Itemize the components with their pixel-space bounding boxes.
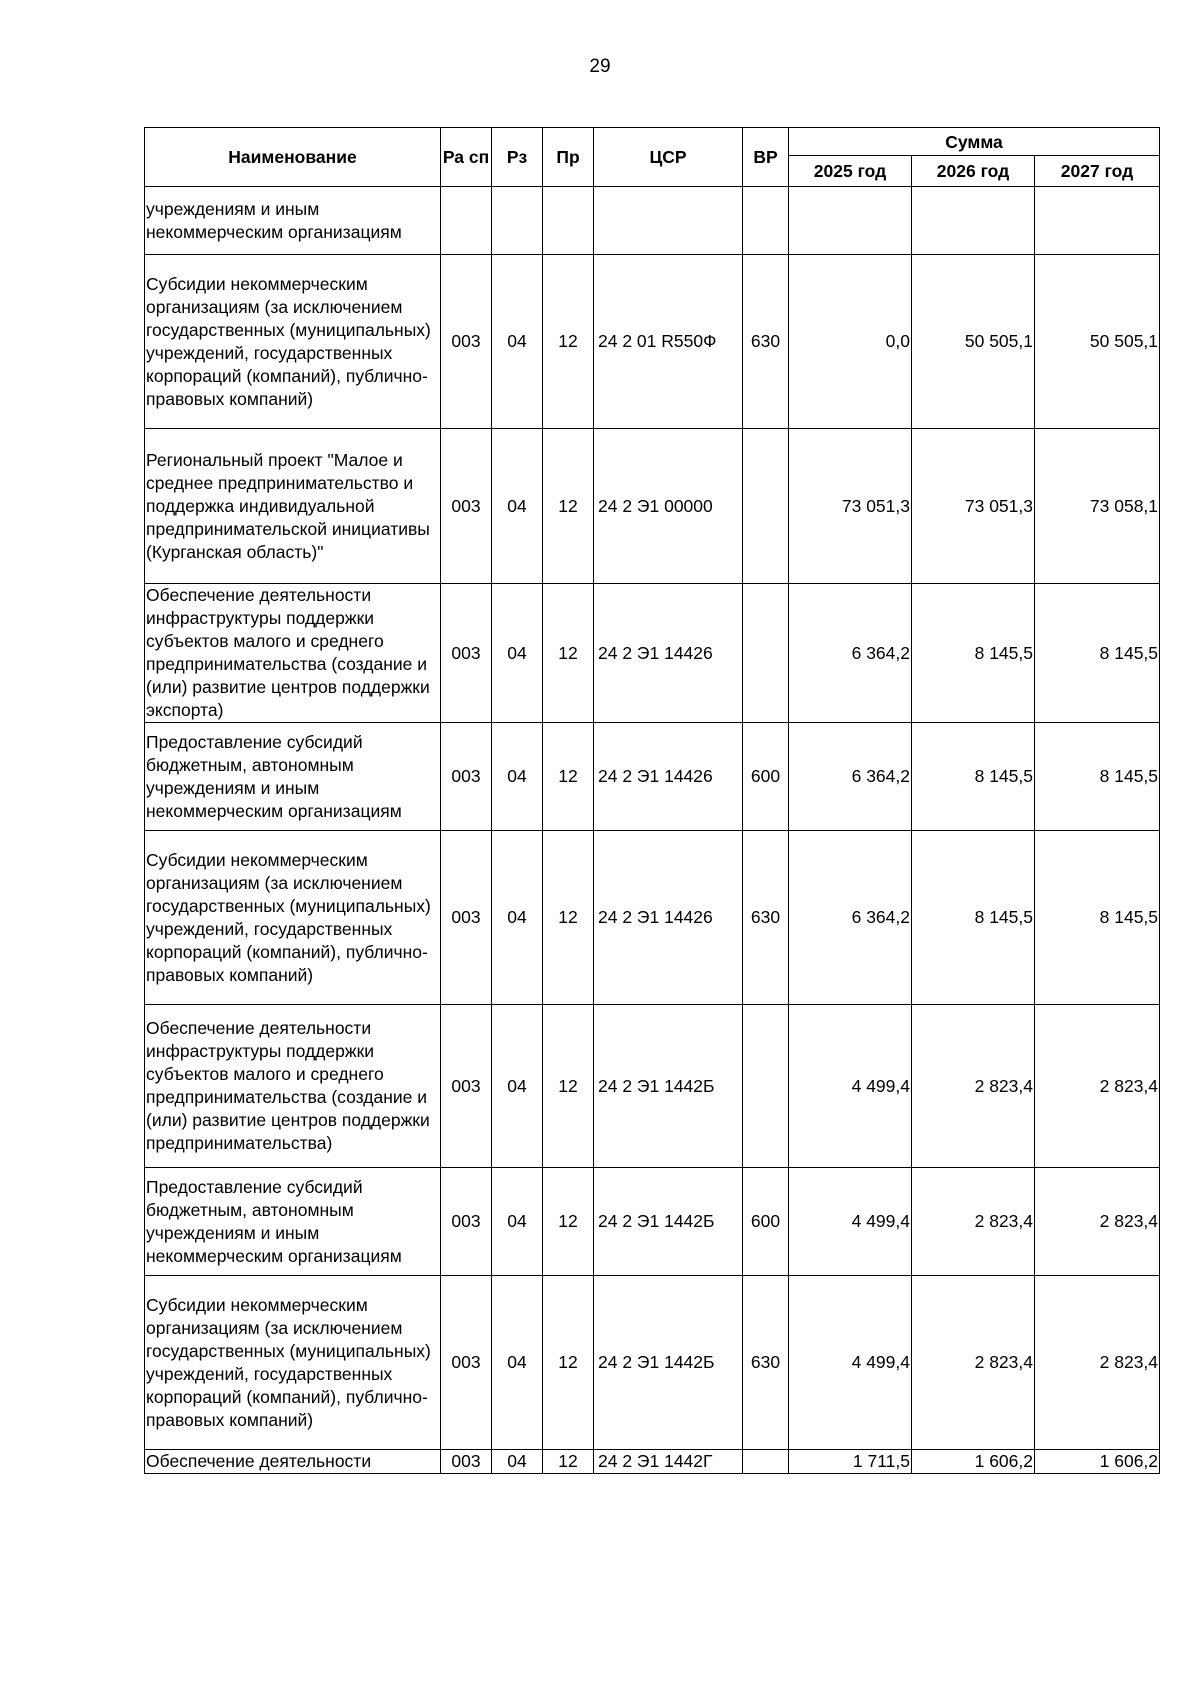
cell-pr [543,187,594,255]
header-name: Наименование [145,128,441,187]
cell-vr [743,584,789,723]
header-csr: ЦСР [594,128,743,187]
budget-table [144,127,1160,1474]
cell-y2026 [912,187,1035,255]
cell-pr: 12 [543,831,594,1005]
cell-y2027: 50 505,1 [1035,255,1160,429]
cell-y2025: 0,0 [789,255,912,429]
cell-y2026: 8 145,5 [912,584,1035,723]
cell-name: Субсидии некоммерческим организациям (за исключением государственных (муниципальных) учреждений, государственных корпораций (компаний), публично-правовых компаний) [145,831,441,1005]
header-2026: 2026 год [912,156,1035,187]
cell-pr: 12 [543,1450,594,1474]
header-vr: ВР [743,128,789,187]
cell-rasp: 003 [441,1450,492,1474]
cell-rasp: 003 [441,1005,492,1168]
cell-y2025: 4 499,4 [789,1168,912,1276]
cell-csr: 24 2 Э1 14426 [594,723,743,831]
cell-y2025: 1 711,5 [789,1450,912,1474]
cell-pr: 12 [543,255,594,429]
cell-csr: 24 2 Э1 1442Г [594,1450,743,1474]
cell-csr [594,187,743,255]
cell-pr: 12 [543,429,594,584]
cell-name: Субсидии некоммерческим организациям (за исключением государственных (муниципальных) учреждений, государственных корпораций (компаний), публично-правовых компаний) [145,1276,441,1450]
cell-rasp: 003 [441,723,492,831]
cell-rasp: 003 [441,429,492,584]
cell-y2027 [1035,187,1160,255]
cell-name: Обеспечение деятельности инфраструктуры поддержки субъектов малого и среднего предпринимательства (создание и (или) развитие центров поддержки предпринимательства) [145,1005,441,1168]
header-pr: Пр [543,128,594,187]
cell-rasp: 003 [441,255,492,429]
cell-csr: 24 2 Э1 1442Б [594,1276,743,1450]
cell-csr: 24 2 Э1 1442Б [594,1005,743,1168]
cell-y2027: 8 145,5 [1035,723,1160,831]
cell-vr [743,429,789,584]
cell-y2026: 2 823,4 [912,1168,1035,1276]
cell-y2026: 2 823,4 [912,1005,1035,1168]
table-row [145,1450,1160,1474]
table-row [145,1005,1160,1168]
cell-rz: 04 [492,429,543,584]
cell-vr: 630 [743,255,789,429]
cell-y2026: 8 145,5 [912,723,1035,831]
cell-rz: 04 [492,255,543,429]
header-2027: 2027 год [1035,156,1160,187]
page-number: 29 [589,56,611,77]
cell-rasp: 003 [441,1276,492,1450]
table-row [145,429,1160,584]
cell-y2025: 6 364,2 [789,831,912,1005]
cell-pr: 12 [543,1005,594,1168]
cell-csr: 24 2 Э1 00000 [594,429,743,584]
cell-rz: 04 [492,1276,543,1450]
table-row [145,187,1160,255]
header-sum: Сумма [789,128,1160,156]
cell-pr: 12 [543,1168,594,1276]
cell-name: Предоставление субсидий бюджетным, автономным учреждениям и иным некоммерческим организациям [145,723,441,831]
cell-y2027: 8 145,5 [1035,831,1160,1005]
header-2025: 2025 год [789,156,912,187]
cell-y2025 [789,187,912,255]
cell-rz: 04 [492,1450,543,1474]
cell-rz: 04 [492,1005,543,1168]
cell-pr: 12 [543,1276,594,1450]
cell-y2027: 2 823,4 [1035,1276,1160,1450]
cell-y2027: 73 058,1 [1035,429,1160,584]
cell-name: Предоставление субсидий бюджетным, автономным учреждениям и иным некоммерческим организациям [145,1168,441,1276]
header-rasp: Ра сп [441,128,492,187]
cell-rasp: 003 [441,584,492,723]
table-body [145,187,1160,1474]
table-header [145,128,1160,187]
cell-csr: 24 2 Э1 14426 [594,584,743,723]
cell-name: Региональный проект "Малое и среднее предпринимательство и поддержка индивидуальной предпринимательской инициативы (Курганская область)" [145,429,441,584]
header-rz: Рз [492,128,543,187]
cell-pr: 12 [543,584,594,723]
cell-y2026: 8 145,5 [912,831,1035,1005]
cell-y2026: 73 051,3 [912,429,1035,584]
cell-rz [492,187,543,255]
cell-rasp [441,187,492,255]
cell-vr [743,1450,789,1474]
cell-vr [743,1005,789,1168]
cell-y2027: 2 823,4 [1035,1005,1160,1168]
cell-name: Субсидии некоммерческим организациям (за исключением государственных (муниципальных) учреждений, государственных корпораций (компаний), публично-правовых компаний) [145,255,441,429]
cell-rz: 04 [492,831,543,1005]
cell-vr: 630 [743,1276,789,1450]
cell-name: Обеспечение деятельности инфраструктуры поддержки субъектов малого и среднего предпринимательства (создание и (или) развитие центров поддержки экспорта) [145,584,441,723]
cell-rasp: 003 [441,831,492,1005]
cell-y2027: 1 606,2 [1035,1450,1160,1474]
cell-y2026: 2 823,4 [912,1276,1035,1450]
cell-y2025: 4 499,4 [789,1276,912,1450]
cell-name: учреждениям и иным некоммерческим организациям [145,187,441,255]
cell-vr [743,187,789,255]
cell-pr: 12 [543,723,594,831]
table-row [145,1276,1160,1450]
cell-y2025: 6 364,2 [789,584,912,723]
cell-vr: 630 [743,831,789,1005]
table-row [145,723,1160,831]
cell-csr: 24 2 01 R550Ф [594,255,743,429]
cell-rz: 04 [492,1168,543,1276]
cell-y2026: 1 606,2 [912,1450,1035,1474]
cell-rz: 04 [492,723,543,831]
cell-y2027: 2 823,4 [1035,1168,1160,1276]
cell-y2025: 4 499,4 [789,1005,912,1168]
cell-vr: 600 [743,1168,789,1276]
table-row [145,584,1160,723]
table-row [145,831,1160,1005]
cell-y2026: 50 505,1 [912,255,1035,429]
table-row [145,255,1160,429]
cell-rasp: 003 [441,1168,492,1276]
table-row [145,1168,1160,1276]
cell-rz: 04 [492,584,543,723]
cell-y2027: 8 145,5 [1035,584,1160,723]
cell-csr: 24 2 Э1 14426 [594,831,743,1005]
cell-name: Обеспечение деятельности [145,1450,441,1474]
cell-y2025: 73 051,3 [789,429,912,584]
cell-y2025: 6 364,2 [789,723,912,831]
cell-csr: 24 2 Э1 1442Б [594,1168,743,1276]
cell-vr: 600 [743,723,789,831]
